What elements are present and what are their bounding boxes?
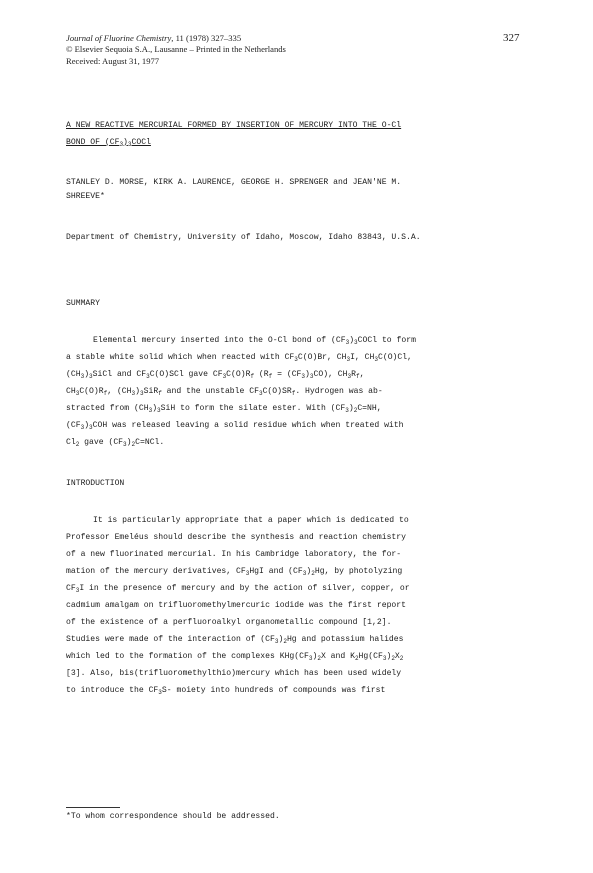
introduction-line: which led to the formation of the complexes $KHg(CF_3)_2X$ and $K_2Hg(CF_3)_2X_2$ <box>66 652 404 662</box>
introduction-line: It is particularly appropriate that a paper which is dedicated to <box>93 516 409 525</box>
summary-line: $CH_3C(O)R_f$, $(CH_3)_3SiR_f$ and the unstable $CF_3C(O)SR_f$. Hydrogen was ab- <box>66 387 383 397</box>
summary-line: $(CF_3)_3COH$ was released leaving a solid residue which when treated with <box>66 421 404 431</box>
summary-line: stracted from $(CH_3)_3SiH$ to form the silate ester. With $(CF_3)_2C=NH$, <box>66 404 382 414</box>
introduction-line: cadmium amalgam on trifluoromethylmercuric iodide was the first report <box>66 601 406 610</box>
summary-line: Elemental mercury inserted into the O-Cl bond of $(CF_3)_3COCl$ to form <box>93 336 416 346</box>
authors-line-2: SHREEVE* <box>66 192 105 201</box>
introduction-line: of a new fluorinated mercurial. In his Cambridge laboratory, the for- <box>66 550 402 559</box>
footnote-rule <box>66 807 120 808</box>
introduction-line: of the existence of a perfluoroalkyl organometallic compound [1,2]. <box>66 618 392 627</box>
authors-line-1: STANLEY D. MORSE, KIRK A. LAURENCE, GEORGE H. SPRENGER and JEAN'NE M. <box>66 178 402 187</box>
journal-citation <box>66 33 241 43</box>
footnote: *To whom correspondence should be addressed. <box>66 812 280 821</box>
introduction-line: [3]. Also, bis(trifluoromethylthio)mercury which has been used widely <box>66 669 402 678</box>
summary-line: $Cl_2$ gave $(CF_3)_2C=NCl$. <box>66 438 165 448</box>
affiliation: Department of Chemistry, University of Idaho, Moscow, Idaho 83843, U.S.A. <box>66 233 421 242</box>
journal-name: Journal of Fluorine Chemistry <box>66 33 172 43</box>
introduction-line: $CF_3I$ in the presence of mercury and by the action of silver, copper, or <box>66 584 410 594</box>
introduction-line: to introduce the $CF_3S-$ moiety into hundreds of compounds was first <box>66 686 386 696</box>
summary-line: a stable white solid which when reacted with $CF_3C(O)Br$, $CH_3I$, $CH_3C(O)Cl$, <box>66 353 412 363</box>
publisher-line: © Elsevier Sequoia S.A., Lausanne – Printed in the Netherlands <box>66 44 286 54</box>
volume-pages: , 11 (1978) 327–335 <box>171 33 242 43</box>
article-title-line-2: BOND OF $(CF_3)_3COCl$ <box>66 138 151 148</box>
introduction-line: Studies were made of the interaction of $(CF_3)_2Hg$ and potassium halides <box>66 635 404 645</box>
introduction-line: Professor Emeléus should describe the synthesis and reaction chemistry <box>66 533 406 542</box>
article-title-line-1: A NEW REACTIVE MERCURIAL FORMED BY INSERTION OF MERCURY INTO THE O-Cl <box>66 121 402 130</box>
page-number: 327 <box>503 32 520 44</box>
summary-line: $(CH_3)_3SiCl$ and $CF_3C(O)SCl$ gave $CF_3C(O)R_f$ $(R_f = (CF_3)_3CO)$, $CH_3R_f$, <box>66 370 365 380</box>
introduction-heading: INTRODUCTION <box>66 479 125 488</box>
introduction-line: mation of the mercury derivatives, $CF_3HgI$ and $(CF_3)_2Hg$, by photolyzing <box>66 567 403 577</box>
received-date: Received: August 31, 1977 <box>66 56 160 66</box>
summary-heading: SUMMARY <box>66 299 100 308</box>
